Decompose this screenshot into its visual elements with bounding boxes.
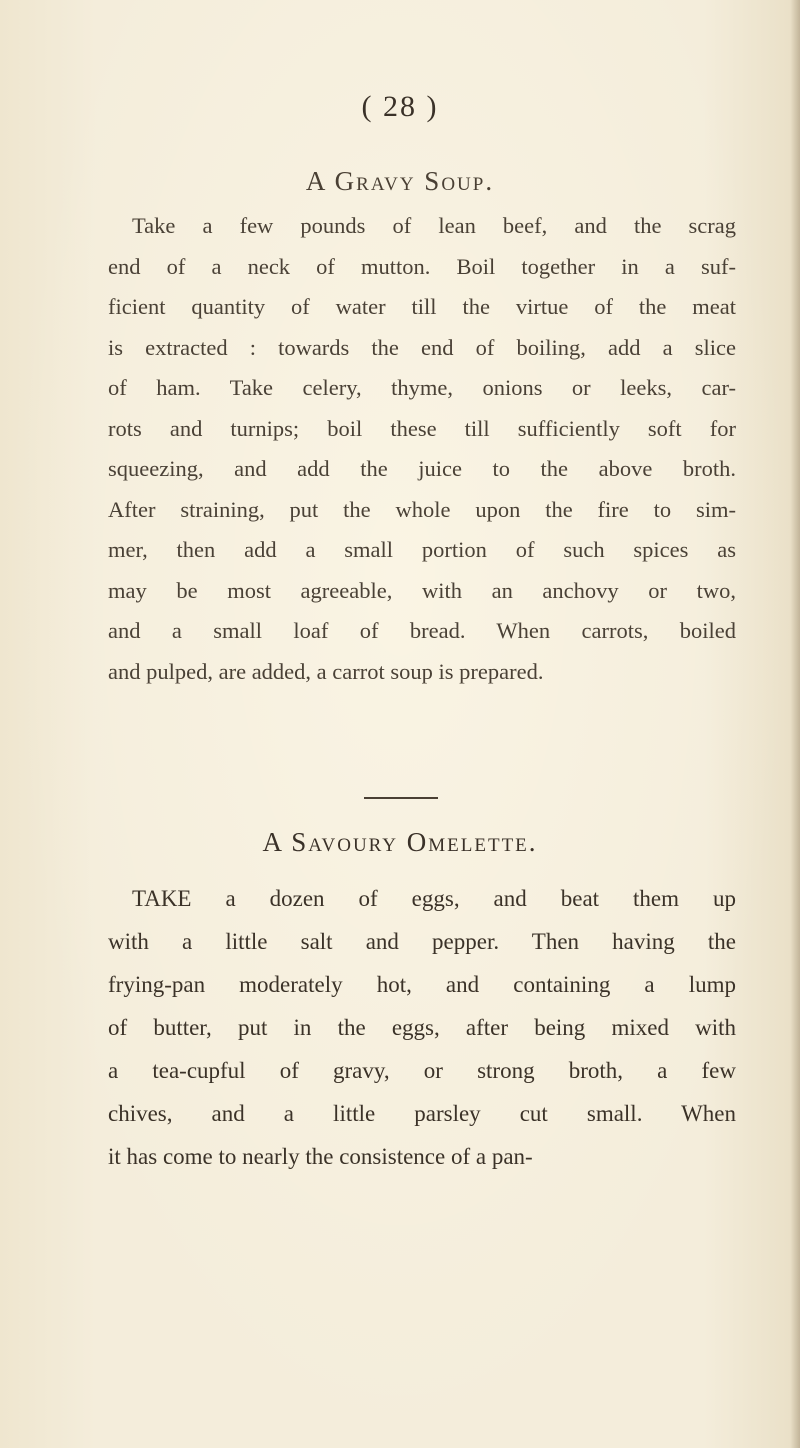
text-line: end of a neck of mutton. Boil together in a suf- bbox=[108, 253, 736, 279]
text-line: chives, and a little parsley cut small. When bbox=[108, 1101, 736, 1126]
recipe-text-gravy-soup bbox=[84, 206, 736, 692]
text-line: of butter, put in the eggs, after being mixed with bbox=[108, 1015, 736, 1040]
text-line: and a small loaf of bread. When carrots, boiled bbox=[108, 618, 736, 643]
text-line: mer, then add a small portion of such spices as bbox=[108, 537, 736, 562]
recipe-text-savoury-omelette bbox=[84, 877, 736, 1178]
text-line: is extracted : towards the end of boiling, add a slice bbox=[108, 334, 736, 360]
text-line: ficient quantity of water till the virtue of the meat bbox=[108, 294, 736, 319]
text-line: TAKE a dozen of eggs, and beat them up bbox=[132, 886, 736, 911]
text-line: rots and turnips; boil these till sufficiently soft for bbox=[108, 415, 736, 441]
page-number: ( 28 ) bbox=[361, 90, 439, 123]
text-line: After straining, put the whole upon the fire to sim- bbox=[108, 496, 736, 522]
text-line: with a little salt and pepper. Then having the bbox=[108, 929, 736, 954]
text-line: it has come to nearly the consistence of a pan- bbox=[108, 1144, 533, 1169]
text-line: of ham. Take celery, thyme, onions or leeks, car- bbox=[108, 375, 736, 400]
text-line: may be most agreeable, with an anchovy or two, bbox=[108, 577, 736, 603]
text-line: a tea-cupful of gravy, or strong broth, a few bbox=[108, 1058, 736, 1083]
section-heading-savoury-omelette: A Savoury Omelette. bbox=[262, 827, 538, 857]
section-divider bbox=[364, 797, 438, 799]
page-edge-shadow bbox=[790, 0, 800, 1448]
text-line: frying-pan moderately hot, and containing a lump bbox=[108, 972, 736, 997]
text-line: squeezing, and add the juice to the above broth. bbox=[108, 456, 736, 481]
text-line: Take a few pounds of lean beef, and the scrag bbox=[132, 213, 736, 238]
section-heading-gravy-soup: A Gravy Soup. bbox=[305, 166, 495, 196]
text-line: and pulped, are added, a carrot soup is prepared. bbox=[108, 658, 544, 684]
